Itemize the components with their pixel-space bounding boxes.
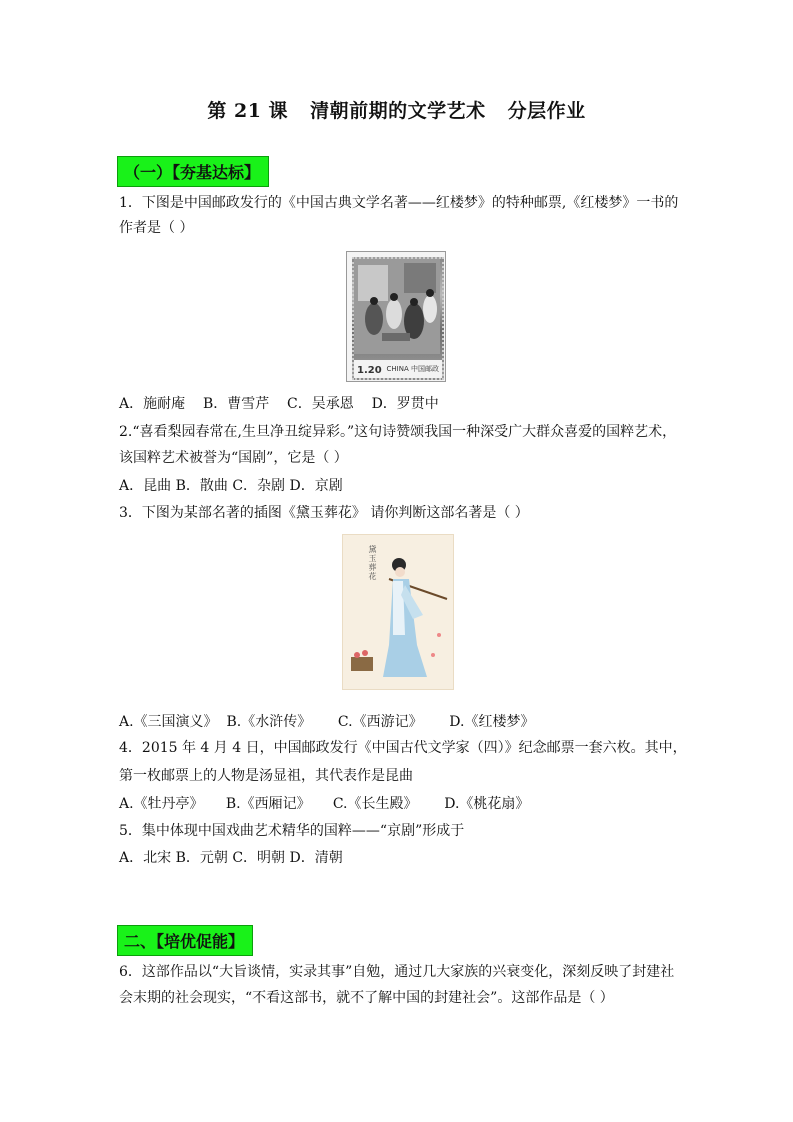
- stamp-scene-illustration: [354, 259, 440, 354]
- lesson-number: 第 21 课: [207, 100, 289, 122]
- question-1-options: [119, 394, 439, 414]
- option-c: C.《长生殿》: [332, 796, 418, 812]
- question-6-line-1: 6．这部作品以“大旨谈情，实录其事”自勉，通过几大家族的兴衰变化，深刻反映了封建社: [119, 964, 675, 980]
- option-d: D．清朝: [289, 850, 343, 866]
- daiyu-painting-image: [342, 534, 454, 690]
- painting-caption: 黛玉葬花: [368, 545, 377, 581]
- question-6-line-2: 会末期的社会现实，“不看这部书，就不了解中国的封建社会”。这部作品是（ ）: [119, 990, 614, 1006]
- page-title: [0, 96, 793, 123]
- question-5-options: [119, 848, 343, 868]
- option-b: B.《西厢记》: [225, 796, 311, 812]
- question-3-line-1: 3．下图为某部名著的插图《黛玉葬花》 请你判断这部名著是（ ）: [119, 505, 529, 521]
- stamp-image: [346, 251, 446, 382]
- option-a: A.《牡丹亭》: [119, 796, 204, 812]
- stamp-country: CHINA 中国邮政: [386, 365, 439, 373]
- question-3-options: [119, 712, 534, 732]
- option-d: D.《桃花扇》: [444, 796, 530, 812]
- stamp-value: 1.20: [357, 365, 382, 376]
- question-4-line-1: 4．2015 年 4 月 4 日，中国邮政发行《中国古代文学家（四）》纪念邮票一套六枚。其中，: [119, 740, 687, 756]
- question-1-line-1: 1．下图是中国邮政发行的《中国古典文学名著——红楼梦》的特种邮票,《红楼梦》一书的: [119, 195, 679, 211]
- option-b: B.《水浒传》: [226, 714, 312, 730]
- lesson-topic: 清朝前期的文学艺术: [310, 100, 486, 122]
- option-a: A．昆曲: [119, 478, 172, 494]
- question-4-line-2: 第一枚邮票上的人物是汤显祖，其代表作是昆曲: [119, 768, 413, 784]
- question-2-options: [119, 476, 343, 496]
- question-1-line-2: 作者是（ ）: [119, 220, 194, 236]
- stamp-footer: [354, 360, 442, 378]
- question-2-line-1: 2.“喜看梨园春常在,生旦净丑绽异彩。”这句诗赞颂我国一种深受广大群众喜爱的国粹艺术，: [119, 424, 677, 440]
- homework-kind: 分层作业: [507, 100, 586, 122]
- question-5-line-1: 5．集中体现中国戏曲艺术精华的国粹——“京剧”形成于: [119, 823, 465, 839]
- option-a: A.《三国演义》: [119, 714, 218, 730]
- option-d: D．罗贯中: [371, 396, 439, 412]
- option-d: D．京剧: [289, 478, 343, 494]
- section-heading-advanced: 二、【培优促能】: [117, 925, 253, 956]
- section-heading-basic: （一）【夯基达标】: [117, 156, 269, 187]
- option-b: B．元朝: [175, 850, 228, 866]
- option-a: A．施耐庵: [119, 396, 186, 412]
- option-a: A．北宋: [119, 850, 172, 866]
- option-b: B．曹雪芹: [202, 396, 270, 412]
- option-c: C．吴承恩: [287, 396, 354, 412]
- option-c: C．杂剧: [232, 478, 286, 494]
- option-c: C．明朝: [232, 850, 286, 866]
- daiyu-figure-illustration: [343, 535, 453, 689]
- option-b: B．散曲: [175, 478, 228, 494]
- question-2-line-2: 该国粹艺术被誉为“国剧”，它是（ ）: [119, 450, 348, 466]
- option-d: D.《红楼梦》: [449, 714, 535, 730]
- question-4-options: [119, 794, 529, 814]
- option-c: C.《西游记》: [337, 714, 423, 730]
